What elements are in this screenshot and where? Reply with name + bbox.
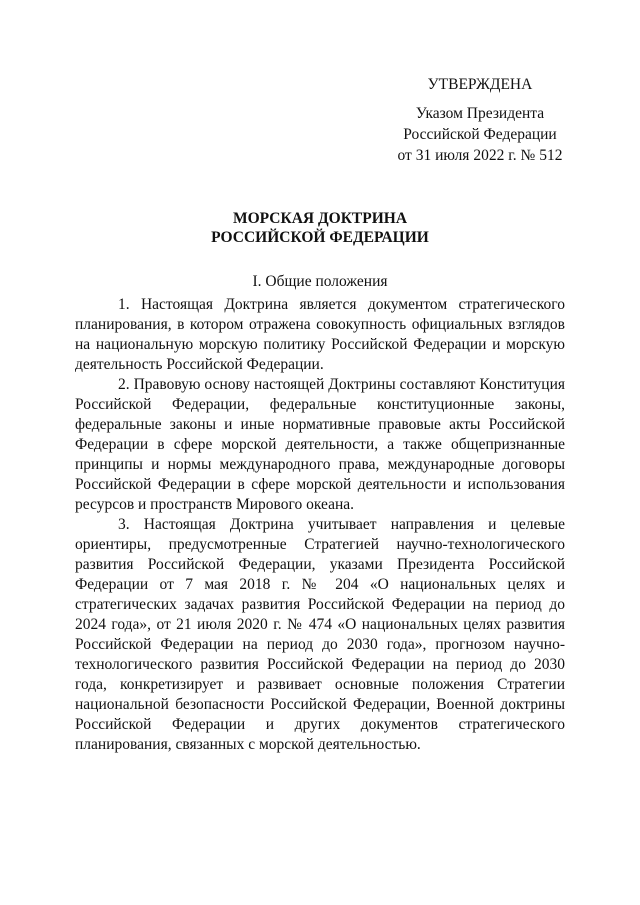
paragraph-3: 3. Настоящая Доктрина учитывает направления и целевые ориентиры, предусмотренные Стратегией научно-технологического развития Российской Федерации, указами Президента Российской Федерации от 7 мая 2018 г. № 204 «О национальных целях и стратегических задачах развития Российской Федерации на период до 2024 года», от 21 июля 2020 г. № 474 «О национальных целях развития Российской Федерации на период до 2030 года», прогнозом научно-технологического развития Российской Федерации на период до 2030 года, конкретизирует и развивает основные положения Стратегии национальной безопасности Российской Федерации, Военной доктрины Российской Федерации и других документов стратегического планирования, связанных с морской деятельностью. bbox=[75, 516, 565, 753]
paragraph-1: 1. Настоящая Доктрина является документом стратегического планирования, в котором отражена совокупность официальных взглядов на национальную морскую политику Российской Федерации и морскую деятельность Российской Федерации. bbox=[75, 296, 565, 373]
section-heading: I. Общие положения bbox=[252, 273, 388, 290]
document-body bbox=[75, 295, 565, 755]
approval-block bbox=[384, 74, 576, 166]
paragraph-2: 2. Правовую основу настоящей Доктрины составляют Конституция Российской Федерации, федеральные конституционные законы, федеральные законы и иные нормативные правовые акты Российской Федерации в сфере морской деятельности, а также общепризнанные принципы и нормы международного права, международные договоры Российской Федерации в сфере морской деятельности и использования ресурсов и пространств Мирового океана. bbox=[75, 376, 565, 513]
approval-status: УТВЕРЖДЕНА bbox=[427, 76, 533, 93]
approval-line-country: Российской Федерации bbox=[403, 126, 557, 143]
approval-line-decree: Указом Президента bbox=[415, 105, 545, 122]
document-title bbox=[0, 209, 640, 247]
document-title-line-2: РОССИЙСКОЙ ФЕДЕРАЦИИ bbox=[211, 229, 429, 246]
document-title-line-1: МОРСКАЯ ДОКТРИНА bbox=[232, 210, 408, 227]
approval-line-date: от 31 июля 2022 г. № 512 bbox=[397, 147, 563, 164]
